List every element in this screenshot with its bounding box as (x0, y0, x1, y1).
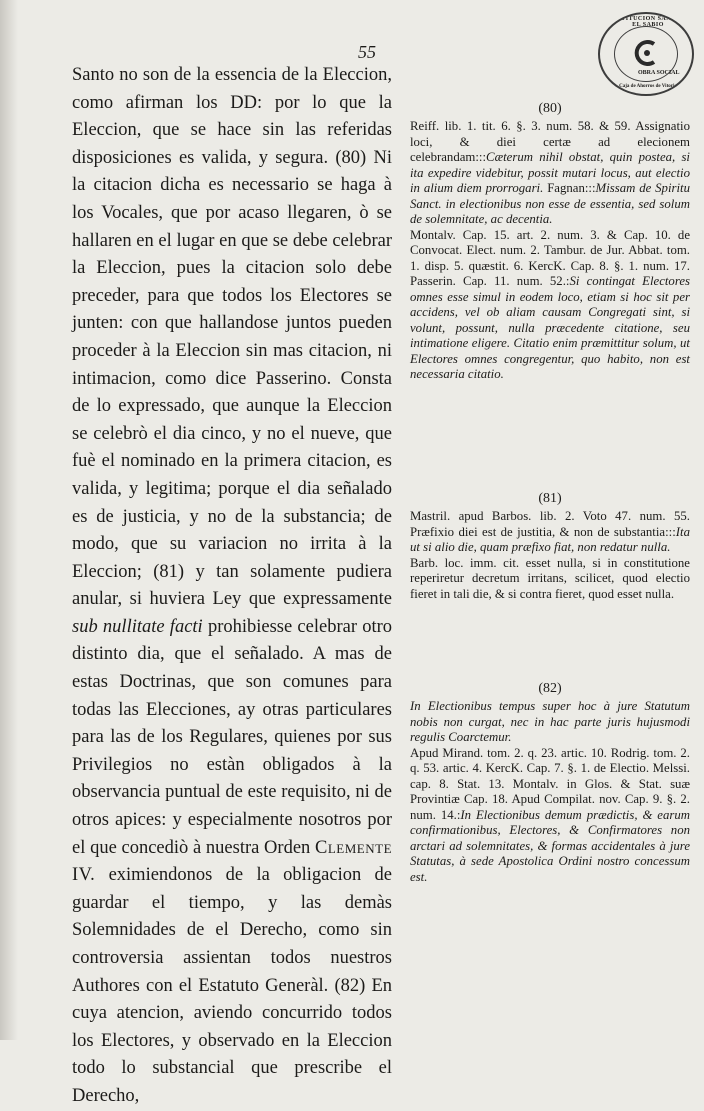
footnote-81 (410, 490, 690, 602)
main-text-italic-phrase: sub nullitate facti (72, 616, 203, 637)
stamp-caja-text: Caja de Ahorros de Vitoria (619, 84, 677, 89)
footnote-quote: Cæterum nihil obstat, quin postea, si ita expedire videbitur, possit mutari locus, aut electio in alium diem prorrogari. (410, 150, 690, 195)
main-text-pope-name: Clemente IV. (72, 837, 393, 886)
footnote-heading: (80) (538, 101, 562, 116)
main-text-part-1: Santo no son de la essencia de la Eleccion, como afirman los DD: por lo que la Eleccion, que se hace sin las referidas disposiciones es valida, y segura. (80) Ni la citacion dicha es necessario se haga à los Vocales, que por acaso llegaren, ò se hallaren en el lugar en que se debe celebrar la Eleccion, pues la citacion solo debe preceder, para que todos los Electores se junten: con que hallandose juntos pueden proceder à la Eleccion sin mas citacion, ni intimacion, como dice Passerino. Consta de lo expressado, que aunque la Eleccion se celebrò el dia cinco, y no el nueve, que fuè el nominado en la primera citacion, es valida, y legitima; porque el dia señalado es de justicia, y no de la substancia; de modo, que su variacion no irrita à la Eleccion; (81) y tan solamente pudiera anular, si huviera Ley que expressamente (72, 65, 392, 610)
footnote-body (410, 509, 690, 602)
footnote-text: Reiff. lib. 1. tit. 6. §. 3. num. 58. & 59. Assignatio loci, & diei certæ ad elecionem celebrandam::: (410, 119, 690, 164)
footnote-text: Mastril. apud Barbos. lib. 2. Voto 47. num. 55. Præfixio diei est de justitia, & non de substantia::: (410, 509, 690, 539)
footnote-quote: Si contingat Electores omnes esse simul in eodem loco, etiam si hoc sit per accidens, vel ob aliam causam Congregati sint, si volunt, possunt, nulla præcedente citatione, seu intimatione eligere. Citatio enim præmittitur solum, ut Electores omnes congregentur, quo habito, non est necessaria citatio. (410, 274, 690, 381)
page-number: 55 (358, 42, 376, 62)
footnote-quote: In Electionibus tempus super hoc à jure Statutum nobis non curgat, nec in hac parte juris hujusmodi regulis Coarctemur. (410, 699, 690, 744)
footnote-quote: Ita ut si alio die, quam præfixo fiat, non redatur nulla. (410, 524, 690, 554)
footnote-text: Barb. loc. imm. cit. esset nulla, si in constitutione reperiretur decretum irritans, scilicet, quod electio fieret in tali die, & si contra fieret, quod esset nulla. (410, 555, 690, 601)
main-text-part-2: prohibiesse celebrar otro distinto dia, que el señalado. A mas de estas Doctrinas, que son comunes para todas las Elecciones, ay otras particulares para las de los Regulares, quienes por sus Privilegios no estàn obligados à la observancia puntual de este requisito, ni de otros apices: y especialmente nosotros por el que concediò à nuestra Orden (72, 616, 393, 858)
footnote-body (410, 699, 690, 885)
stamp-obra-social-text: OBRA SOCIAL (638, 70, 680, 76)
footnote-text: Apud Mirand. tom. 2. q. 23. artic. 10. Rodrig. tom. 2. q. 53. artic. 4. KercK. Cap. 7. §. 1. de Electio. Melssi. cap. 8. Stat. 13. Montalv. in Glos. & Stat. suæ Provintiæ Cap. 18. Apud Compilat. nov. Cap. 9. §. 2. num. 14.: (410, 745, 690, 822)
footnote-text: Montalv. Cap. 15. art. 2. num. 3. & Cap. 10. de Convocat. Elect. num. 2. Tambur. de Jur. Abbat. tom. 1. disp. 5. quæstit. 6. KercK. Cap. 8. §. 1. num. 17. Passerin. Cap. 11. num. 52.: (410, 227, 690, 288)
footnote-82 (410, 680, 690, 885)
footnote-heading: (82) (538, 681, 562, 696)
stamp-logo-icon (630, 38, 664, 68)
footnote-body (410, 119, 690, 383)
footnote-80 (410, 100, 690, 383)
stamp-institution-text: INSTITUCION SANCHO EL SABIO (609, 16, 687, 28)
main-body-text (72, 62, 392, 1111)
library-stamp (598, 12, 694, 96)
footnote-text: Fagnan::: (547, 181, 596, 195)
main-text-part-3: eximiendonos de la obligacion de guardar el tiempo, y las demàs Solemnidades de el Derecho, como sin controversia assientan todos nuestros Authores con el Estatuto Generàl. (82) En cuya atencion, aviendo concurrido todos los Electores, y observado en la Eleccion todo lo substancial que prescribe el Derecho, (72, 865, 392, 1106)
footnote-quote: In Electionibus demum prædictis, & earum confirmationibus, Electores, & Confirmatores non arctari ad solemnitates, & formas accidentales à jure Statutas, à sede Apostolica Ordini nostro concessum est. (410, 807, 690, 884)
page-gutter-shadow (0, 0, 18, 1040)
footnote-heading: (81) (538, 491, 562, 506)
footnote-quote: Missam de Spiritu Sanct. in electionibus non esse de essentia, sed solum de solemnitate, ac decentia. (410, 181, 691, 226)
